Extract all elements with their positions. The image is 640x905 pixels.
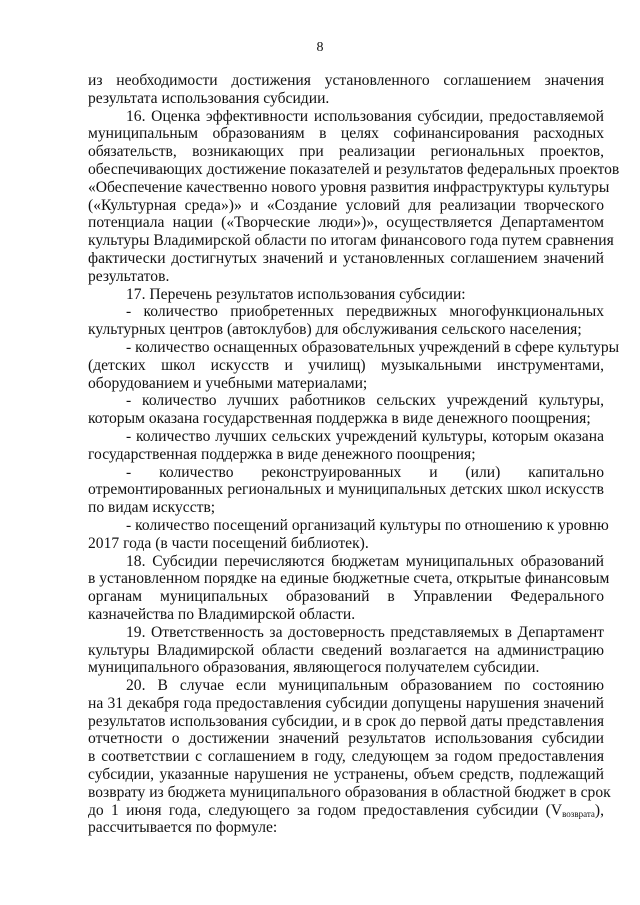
list-item [88,464,604,517]
text-line: - количество оснащенных образовательных учреждений в сфере культуры [126,338,620,356]
text-line: - количество приобретенных передвижных многофункциональных [126,303,604,321]
text-fragment: ), [594,801,604,819]
page-number: 8 [316,40,324,55]
text-line: государственная поддержка в виде денежного поощрения; [88,445,476,463]
text-line: на 31 декабря года предоставления субсидии допущены нарушения значений [88,694,604,712]
text-line: которым оказана государственная поддержка в виде денежного поощрения; [88,410,591,428]
text-line: 16. Оценка эффективности использования субсидии, предоставляемой [126,107,604,125]
text-line: обеспечивающих достижение показателей и результатов федеральных проектов [88,160,620,178]
paragraph-continuation [88,72,604,108]
text-line: 17. Перечень результатов использования субсидии: [126,285,466,303]
text-line: потенциала нации («Творческие люди»)», осуществляется Департаментом [88,214,604,232]
paragraph-20 [88,677,611,837]
document-body [88,72,620,837]
paragraph-17 [88,286,604,304]
text-line: результатов использования субсидии, и в срок до первой даты представления [88,712,604,730]
text-line: оборудованием и учебными материалами; [88,374,368,392]
text-line: («Культурная среда»)» и «Создание условий для реализации творческого [88,196,604,214]
text-line: (детских школ искусств и училищ) музыкальными инструментами, [88,356,604,374]
text-line: культуры Владимирской области по итогам финансового года путем сравнения [88,232,614,250]
text-line: в установленном порядке на единые бюджетные счета, открытые финансовым [88,570,610,588]
text-line: - количество реконструированных и (или) капитально [126,463,604,481]
text-line: 2017 года (в части посещений библиотек). [88,534,369,552]
text-line: 18. Субсидии перечисляются бюджетам муниципальных образований [126,552,604,570]
text-line: культуры Владимирской области сведений возлагается на администрацию [88,641,604,659]
text-line: «Обеспечение качественно нового уровня развития инфраструктуры культуры [88,178,610,196]
text-line: фактически достигнутых значений и установленных соглашением значений [88,249,604,267]
text-line: - количество лучших работников сельских учреждений культуры, [126,392,604,410]
text-line: результатов. [88,267,170,285]
text-line: 19. Ответственность за достоверность представляемых в Департамент [126,623,604,641]
text-line: муниципальным образованиям в целях софинансирования расходных [88,125,604,143]
text-line: муниципального образования, являющегося получателем субсидии. [88,659,540,677]
paragraph-18 [88,552,610,624]
list-item [88,303,604,339]
text-line: по видам искусств; [88,499,216,517]
text-line: - количество лучших сельских учреждений культуры, которым оказана [126,427,604,445]
text-line: казначейства по Владимирской области. [88,605,356,623]
text-line: - количество посещений организаций культуры по отношению к уровню [126,516,609,534]
text-line: культурных центров (автоклубов) для обслуживания сельского населения; [88,321,582,339]
text-line: возврату из бюджета муниципального образования в областной бюджет в срок [88,783,611,801]
list-item [88,338,620,392]
text-line: органам муниципальных образований в Управлении Федерального [88,588,604,606]
formula-subscript: возврата [562,808,595,819]
text-line: результата использования субсидии. [88,89,330,107]
text-line: из необходимости достижения установленного соглашением значения [88,72,604,89]
text-line: рассчитывается по формуле: [88,819,278,837]
list-item [88,428,604,464]
paragraph-16 [88,107,620,286]
paragraph-19 [88,624,604,677]
text-line: обязательств, возникающих при реализации региональных проектов, [88,143,604,161]
text-line: в соответствии с соглашением в году, следующем за годом предоставления [88,748,604,766]
text-fragment: до 1 июня года, следующего за годом предоставления субсидии (V [88,801,563,819]
list-item [88,392,604,428]
text-line: отчетности о достижении значений результатов использования субсидии [88,730,604,748]
list-item [88,516,609,553]
text-line: отремонтированных региональных и муниципальных детских школ искусств [88,481,604,499]
text-line: 20. В случае если муниципальным образованием по состоянию [126,677,604,695]
text-line-with-formula-symbol [88,802,604,820]
text-line: субсидии, указанные нарушения не устранены, объем средств, подлежащий [88,766,604,784]
